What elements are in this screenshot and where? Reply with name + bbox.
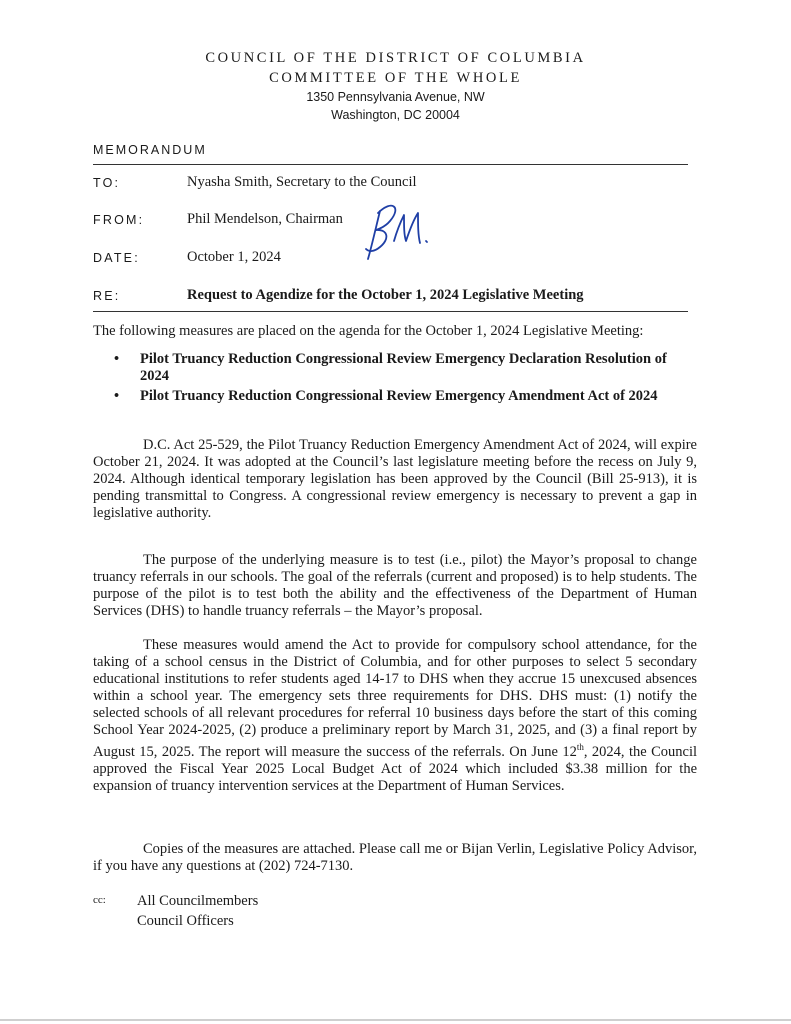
paragraph-act-expiry: D.C. Act 25-529, the Pilot Truancy Reduction Emergency Amendment Act of 2024, will expire October 21, 2024. It was adopted at the Council’s last legislature meeting before the recess on July 9, 2024. Although identical temporary legislation has been approved by the Council (Bill 25-913), it is pending transmittal to Congress. A congressional review emergency is necessary to prevent a gap in legislative authority. [93, 437, 697, 521]
paragraph-requirements [93, 637, 697, 795]
page-edge [0, 1019, 791, 1021]
ordinal-suffix: th [576, 742, 584, 752]
committee-name: COMMITTEE OF THE WHOLE [269, 70, 522, 86]
signature-graphic [360, 197, 440, 265]
bullet-icon: • [114, 351, 120, 367]
to-label: TO: [93, 176, 121, 190]
re-label: RE: [93, 289, 121, 303]
measures-list [114, 351, 684, 408]
address-street: 1350 Pennsylvania Avenue, NW [306, 90, 485, 104]
date-value: October 1, 2024 [187, 249, 281, 265]
cc-recipient: All Councilmembers [137, 893, 259, 909]
memorandum-label: MEMORANDUM [93, 143, 207, 157]
date-label: DATE: [93, 251, 140, 265]
bullet-icon: • [114, 388, 120, 404]
divider [93, 311, 688, 312]
address-city: Washington, DC 20004 [331, 108, 460, 122]
paragraph-text: These measures would amend the Act to provide for compulsory school attendance, for the taking of a school census in the District of Columbia, and for other purposes to select 5 secondary educational institutions to refer students aged 14-17 to DHS when they accrue 15 unexcused absences within a school year. The emergency sets three requirements for DHS. DHS must: (1) notify the selected schools of all relevant procedures for referral 10 business days before the start of this coming School Year 2024-2025, (2) produce a preliminary report by March 31, 2025, and (3) a final report by August 15, 2025. The report will measure the success of the referrals. On June 12 [93, 637, 697, 760]
intro-text: The following measures are placed on the agenda for the October 1, 2024 Legislative Meeting: [93, 323, 644, 339]
chairman-signature [360, 197, 440, 270]
list-item [114, 351, 684, 385]
cc-recipients [137, 891, 258, 931]
re-subject: Request to Agendize for the October 1, 2024 Legislative Meeting [187, 287, 584, 303]
paragraph-contact: Copies of the measures are attached. Please call me or Bijan Verlin, Legislative Policy Advisor, if you have any questions at (202) 724-7130. [93, 841, 697, 874]
measure-title: Pilot Truancy Reduction Congressional Review Emergency Amendment Act of 2024 [140, 388, 658, 404]
cc-recipient: Council Officers [137, 913, 234, 929]
list-item [114, 388, 684, 405]
paragraph-purpose: The purpose of the underlying measure is to test (i.e., pilot) the Mayor’s proposal to change truancy referrals in our schools. The goal of the referrals (current and proposed) is to help students. The purpose of the pilot is to test both the ability and the effectiveness of the Department of Human Services (DHS) to handle truancy referrals – the Mayor’s proposal. [93, 552, 697, 619]
council-name: COUNCIL OF THE DISTRICT OF COLUMBIA [205, 50, 586, 66]
from-label: FROM: [93, 213, 145, 227]
measure-title: Pilot Truancy Reduction Congressional Review Emergency Declaration Resolution of 2024 [140, 351, 667, 384]
cc-label: cc: [93, 894, 106, 906]
to-value: Nyasha Smith, Secretary to the Council [187, 174, 417, 190]
from-value: Phil Mendelson, Chairman [187, 211, 343, 227]
paragraph-text: , 2024, the Council approved the Fiscal Year 2025 Local Budget Act of 2024 which included $3.38 million for the expansion of truancy intervention services at the Department of Human Services. [93, 743, 697, 794]
divider [93, 164, 688, 165]
